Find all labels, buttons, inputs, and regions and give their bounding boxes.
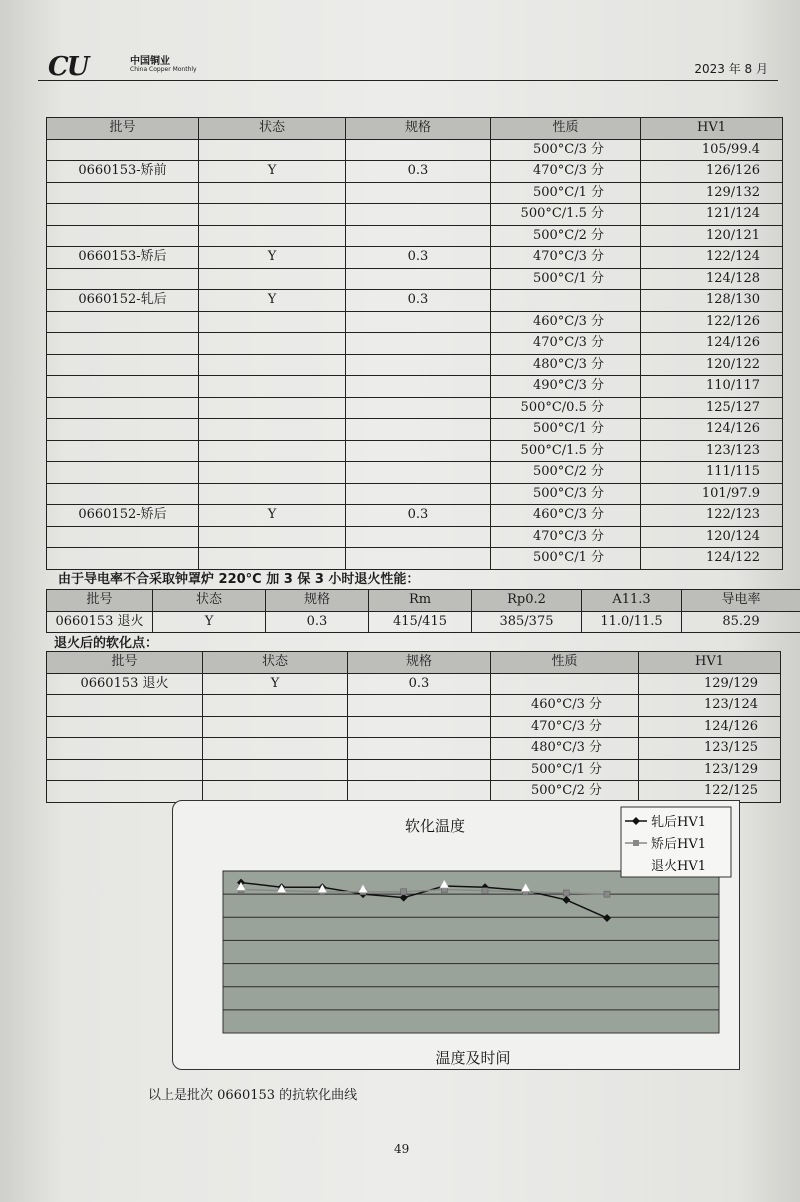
table-cell	[47, 716, 203, 738]
table-cell	[348, 781, 491, 803]
table-cell: 500°C/3 分	[491, 483, 641, 505]
table-cell	[47, 268, 199, 290]
legend-marker	[633, 840, 639, 846]
table-cell	[348, 695, 491, 717]
annealing-properties-table	[46, 589, 800, 633]
table-cell: 490°C/3 分	[491, 376, 641, 398]
brand-name-en: China Copper Monthly	[130, 66, 197, 73]
table-row	[47, 311, 783, 333]
table-row	[47, 548, 783, 570]
table-cell: 0.3	[266, 611, 369, 633]
table-row	[47, 204, 783, 226]
table-row	[47, 161, 783, 183]
table-cell	[47, 376, 199, 398]
table-cell	[47, 483, 199, 505]
table-cell	[346, 419, 491, 441]
table-cell: 480°C/3 分	[491, 354, 641, 376]
table-cell	[47, 139, 199, 161]
table-cell	[199, 182, 346, 204]
column-header: 批号	[47, 652, 203, 674]
table-cell: 0660153 退火	[47, 611, 153, 633]
table-row	[47, 247, 783, 269]
table-cell: 120/121	[641, 225, 783, 247]
table-cell: Y	[153, 611, 266, 633]
table-cell: 122/123	[641, 505, 783, 527]
table-cell: 0660153-矫后	[47, 247, 199, 269]
table-cell: 123/123	[641, 440, 783, 462]
table-cell	[47, 548, 199, 570]
data-point	[482, 888, 488, 894]
table-cell	[199, 483, 346, 505]
table-cell	[47, 333, 199, 355]
table-cell	[491, 673, 639, 695]
table-cell: Y	[203, 673, 348, 695]
table-row	[47, 397, 783, 419]
table-row	[47, 781, 781, 803]
table-cell	[47, 759, 203, 781]
table-cell: Y	[199, 247, 346, 269]
table-cell	[47, 225, 199, 247]
table-cell: 0660152-矫后	[47, 505, 199, 527]
chart-caption: 以上是批次 0660153 的抗软化曲线	[148, 1088, 358, 1103]
table-row	[47, 182, 783, 204]
table-cell: 120/124	[641, 526, 783, 548]
table-cell: 0660152-轧后	[47, 290, 199, 312]
table-cell	[348, 759, 491, 781]
table-cell	[199, 419, 346, 441]
table-cell: 0660153 退火	[47, 673, 203, 695]
table-cell: 500°C/2 分	[491, 225, 641, 247]
table-cell	[47, 419, 199, 441]
table-row	[47, 419, 783, 441]
table-row	[47, 611, 800, 633]
table-cell	[346, 483, 491, 505]
table-cell: 0.3	[348, 673, 491, 695]
table-cell: 385/375	[472, 611, 582, 633]
table-cell: 123/124	[639, 695, 781, 717]
table-cell: 500°C/0.5 分	[491, 397, 641, 419]
table-cell: 110/117	[641, 376, 783, 398]
table-cell: 460°C/3 分	[491, 311, 641, 333]
table-cell: Y	[199, 505, 346, 527]
table-row	[47, 462, 783, 484]
column-header: 规格	[266, 590, 369, 612]
table-cell: 500°C/1.5 分	[491, 440, 641, 462]
table-cell: 123/129	[639, 759, 781, 781]
table-cell	[47, 738, 203, 760]
table-cell: 500°C/1 分	[491, 419, 641, 441]
softening-table	[46, 117, 783, 570]
table-cell	[199, 139, 346, 161]
table-cell: 122/126	[641, 311, 783, 333]
table-row	[47, 139, 783, 161]
table-cell: 500°C/3 分	[491, 139, 641, 161]
table-cell: 122/124	[641, 247, 783, 269]
table-row	[47, 695, 781, 717]
table-cell: 124/122	[641, 548, 783, 570]
table-cell: 128/130	[641, 290, 783, 312]
table-cell: 0660153-矫前	[47, 161, 199, 183]
table-cell	[346, 548, 491, 570]
table-cell: 122/125	[639, 781, 781, 803]
table-cell	[346, 268, 491, 290]
column-header: A11.3	[582, 590, 682, 612]
table-cell: Y	[199, 161, 346, 183]
table-cell: 0.3	[346, 290, 491, 312]
table-cell	[346, 333, 491, 355]
table-cell	[47, 440, 199, 462]
table-cell	[47, 311, 199, 333]
table-cell	[203, 716, 348, 738]
table-cell: 470°C/3 分	[491, 247, 641, 269]
table-cell: 500°C/2 分	[491, 781, 639, 803]
table-cell	[346, 462, 491, 484]
table-cell: 480°C/3 分	[491, 738, 639, 760]
table-cell: 500°C/1 分	[491, 182, 641, 204]
table-cell	[199, 526, 346, 548]
table-cell: 500°C/1 分	[491, 759, 639, 781]
table-row	[47, 526, 783, 548]
table-cell: 105/99.4	[641, 139, 783, 161]
table-cell: 124/126	[641, 333, 783, 355]
table-cell	[491, 290, 641, 312]
table-cell	[199, 397, 346, 419]
table-cell: 11.0/11.5	[582, 611, 682, 633]
table-cell: 129/129	[639, 673, 781, 695]
column-header: 规格	[348, 652, 491, 674]
table-cell	[346, 440, 491, 462]
column-header: 规格	[346, 118, 491, 140]
table-row	[47, 290, 783, 312]
table-cell	[346, 225, 491, 247]
table-cell	[199, 225, 346, 247]
data-point	[604, 891, 610, 897]
column-header: 批号	[47, 118, 199, 140]
table-cell	[203, 695, 348, 717]
chart-title: 软化温度	[404, 817, 466, 835]
legend-label: 轧后HV1	[651, 815, 706, 830]
table-cell: 500°C/2 分	[491, 462, 641, 484]
table-row	[47, 673, 781, 695]
table-cell	[346, 182, 491, 204]
brand-logo: CU	[48, 52, 88, 82]
table-cell	[346, 204, 491, 226]
table-cell	[199, 354, 346, 376]
table-cell: 124/126	[639, 716, 781, 738]
x-axis-label: 温度及时间	[435, 1049, 511, 1067]
table-cell: 0.3	[346, 161, 491, 183]
legend-label: 矫后HV1	[651, 837, 706, 852]
table-cell: 121/124	[641, 204, 783, 226]
table-cell	[346, 354, 491, 376]
table-row	[47, 333, 783, 355]
table-cell	[199, 204, 346, 226]
table-cell: 470°C/3 分	[491, 161, 641, 183]
table-cell: 111/115	[641, 462, 783, 484]
table-cell	[199, 462, 346, 484]
table-cell	[346, 139, 491, 161]
issue-date: 2023 年 8 月	[694, 62, 768, 76]
table-cell: 470°C/3 分	[491, 526, 641, 548]
column-header: Rp0.2	[472, 590, 582, 612]
table-row	[47, 738, 781, 760]
column-header: 批号	[47, 590, 153, 612]
table-cell	[346, 526, 491, 548]
table-cell	[47, 462, 199, 484]
table-cell: 120/122	[641, 354, 783, 376]
table-cell	[346, 397, 491, 419]
table-cell	[203, 738, 348, 760]
table-row	[47, 268, 783, 290]
table-cell: 129/132	[641, 182, 783, 204]
table-cell	[348, 738, 491, 760]
page-header	[38, 46, 778, 81]
table-cell	[47, 182, 199, 204]
table-cell	[203, 759, 348, 781]
table-cell: 470°C/3 分	[491, 716, 639, 738]
column-header: 导电率	[682, 590, 800, 612]
table-cell	[346, 311, 491, 333]
table-cell	[47, 781, 203, 803]
table-cell	[199, 376, 346, 398]
table-cell	[47, 695, 203, 717]
plot-area	[223, 871, 719, 1033]
chart-canvas	[173, 801, 739, 1069]
table-row	[47, 354, 783, 376]
table-cell	[203, 781, 348, 803]
table-cell: 500°C/1 分	[491, 548, 641, 570]
table-cell	[47, 526, 199, 548]
column-header: HV1	[639, 652, 781, 674]
table-cell: 0.3	[346, 247, 491, 269]
table-row	[47, 505, 783, 527]
table-cell: 460°C/3 分	[491, 695, 639, 717]
table-cell: 123/125	[639, 738, 781, 760]
column-header: 状态	[153, 590, 266, 612]
table-cell: 460°C/3 分	[491, 505, 641, 527]
column-header: HV1	[641, 118, 783, 140]
table-row	[47, 759, 781, 781]
table-cell: 125/127	[641, 397, 783, 419]
table-row	[47, 376, 783, 398]
softening-point-caption: 退火后的软化点：	[54, 636, 159, 651]
data-point	[563, 890, 569, 896]
table-cell	[199, 311, 346, 333]
table-cell: 126/126	[641, 161, 783, 183]
table-cell	[199, 333, 346, 355]
table-cell	[47, 354, 199, 376]
brand-name-cn: 中国铜业	[130, 56, 170, 67]
table-cell: 500°C/1.5 分	[491, 204, 641, 226]
table-cell	[346, 376, 491, 398]
table-row	[47, 225, 783, 247]
table-cell	[47, 397, 199, 419]
table-row	[47, 440, 783, 462]
table-row	[47, 483, 783, 505]
column-header: 性质	[491, 118, 641, 140]
column-header: 状态	[203, 652, 348, 674]
data-point	[401, 889, 407, 895]
table-cell: 124/128	[641, 268, 783, 290]
table-cell: 101/97.9	[641, 483, 783, 505]
softening-chart	[172, 800, 740, 1070]
table-cell: 415/415	[369, 611, 472, 633]
table-cell	[199, 268, 346, 290]
annealed-softening-table	[46, 651, 781, 803]
table-cell: Y	[199, 290, 346, 312]
table-cell: 500°C/1 分	[491, 268, 641, 290]
table-cell: 0.3	[346, 505, 491, 527]
column-header: 性质	[491, 652, 639, 674]
table-cell	[47, 204, 199, 226]
column-header: Rm	[369, 590, 472, 612]
table-row	[47, 716, 781, 738]
table-cell	[199, 440, 346, 462]
table-cell: 85.29	[682, 611, 800, 633]
table-cell	[348, 716, 491, 738]
page-number: 49	[394, 1142, 410, 1156]
table-cell: 470°C/3 分	[491, 333, 641, 355]
annealing-caption: 由于导电率不合采取钟罩炉 220°C 加 3 保 3 小时退火性能：	[58, 572, 420, 587]
legend-label: 退火HV1	[651, 859, 706, 874]
column-header: 状态	[199, 118, 346, 140]
table-cell	[199, 548, 346, 570]
table-cell: 124/126	[641, 419, 783, 441]
